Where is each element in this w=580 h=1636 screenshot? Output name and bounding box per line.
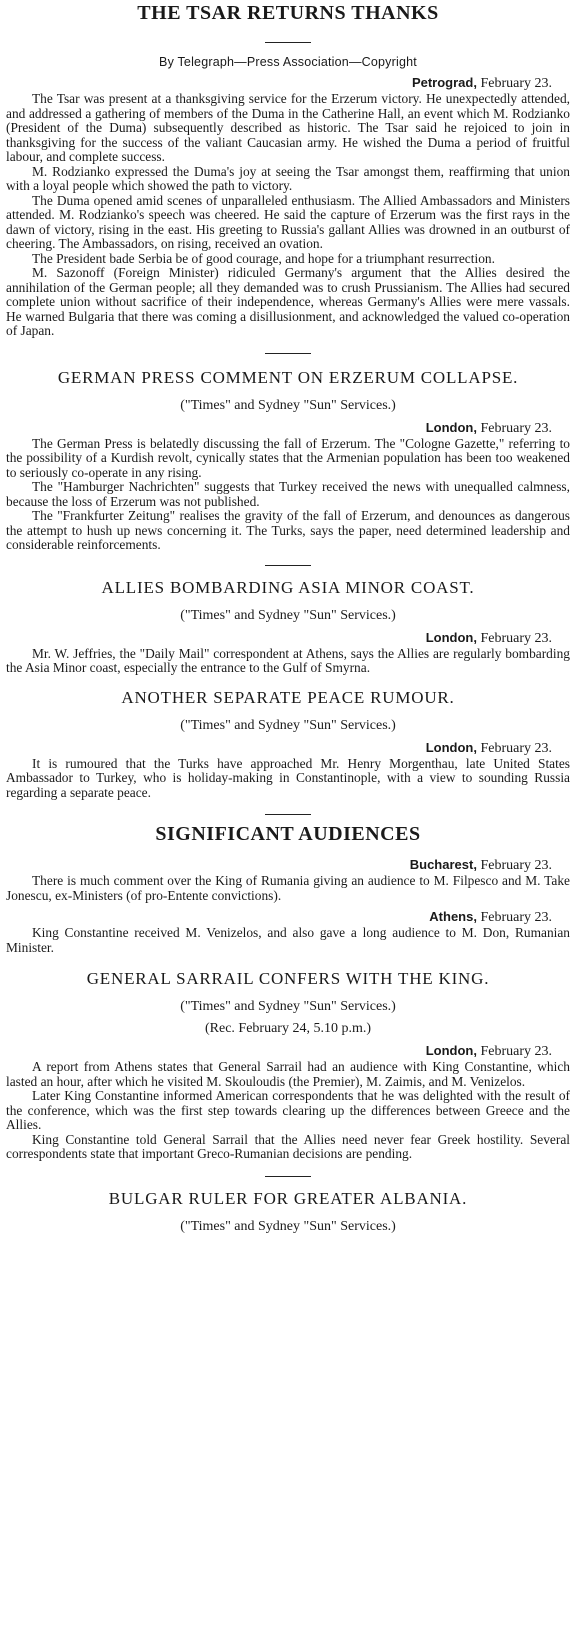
- dateline: [6, 740, 552, 757]
- dateline-place: London,: [425, 419, 477, 435]
- dateline-place: Petrograd,: [411, 75, 477, 90]
- body-paragraph: There is much comment over the King of Rumania giving an audience to M. Filpesco and M. Take Jonescu, ex-Ministers (of pro-Entente convictions).: [6, 873, 570, 903]
- headline: GENERAL SARRAIL CONFERS WITH THE KING.: [86, 969, 490, 988]
- dateline-place: London,: [425, 629, 477, 645]
- dateline-place: London,: [425, 1043, 477, 1058]
- dateline-place: London,: [425, 739, 477, 755]
- headline: ALLIES BOMBARDING ASIA MINOR COAST.: [101, 577, 475, 597]
- dateline-place: Athens,: [429, 909, 477, 924]
- headline: ANOTHER SEPARATE PEACE RUMOUR.: [121, 687, 455, 707]
- headline: GERMAN PRESS COMMENT ON ERZERUM COLLAPSE.: [57, 367, 519, 387]
- divider-rule: [265, 1176, 311, 1177]
- divider-rule: [265, 565, 311, 566]
- body-paragraph: A report from Athens states that General Sarrail had an audience with King Constantine, which lasted an hour, after which he visited M. Skouloudis (the Premier), M. Zaimis, and M. Venizelos.: [6, 1059, 570, 1089]
- divider-rule: [265, 42, 311, 43]
- dateline-date: February 23.: [480, 76, 552, 91]
- body-paragraph: The German Press is belatedly discussing the fall of Erzerum. The "Cologne Gazette," referring to the possibility of a Kurdish revolt, cynically states that the Armenian population has been too weakened to seriously co-operate in any rising.: [6, 435, 570, 480]
- dateline: [6, 909, 552, 926]
- body-paragraph: M. Sazonoff (Foreign Minister) ridiculed Germany's argument that the Allies desired the annihilation of the German people; all they demanded was to crush Prussianism. The Allies had secured complete union without sacrifice of their independence, whereas Germany's Allies were mere vassals. He warned Bulgaria that there was coming a disillusionment, and acknowledged the valued co-operation of Japan.: [6, 265, 570, 338]
- dateline: [6, 75, 552, 92]
- headline: THE TSAR RETURNS THANKS: [137, 2, 439, 24]
- divider-rule: [265, 814, 311, 815]
- body-paragraph: Mr. W. Jeffries, the "Daily Mail" correspondent at Athens, says the Allies are regularly bombarding the Asia Minor coast, especially the entrance to the Gulf of Smyrna.: [6, 645, 570, 675]
- body-paragraph: The President bade Serbia be of good courage, and hope for a triumphant resurrection.: [32, 250, 495, 266]
- service-line: ("Times" and Sydney "Sun" Services.): [180, 999, 396, 1014]
- body-paragraph: It is rumoured that the Turks have approached Mr. Henry Morgenthau, late United States Ambassador to Turkey, who is holiday-making in Constantinople, with a view to sounding Russia regarding a separate peace.: [6, 755, 570, 800]
- article-bulgar-ruler: [6, 1189, 570, 1235]
- dateline: [6, 857, 552, 874]
- body-paragraph: Later King Constantine informed American correspondents that he was delighted with the result of the conference, which was the first step towards clearing up the differences between Greece and the Allies.: [6, 1088, 570, 1132]
- body-paragraph: King Constantine told General Sarrail that the Allies need never fear Greek hostility. Several correspondents state that important Greco-Rumanian decisions are pending.: [6, 1131, 570, 1161]
- received-line: (Rec. February 24, 5.10 p.m.): [204, 1021, 372, 1036]
- dateline: [6, 1043, 552, 1060]
- dateline-date: February 23.: [480, 1044, 552, 1059]
- article-allies-bombarding: [6, 578, 570, 676]
- dateline: [6, 420, 552, 437]
- article-tsar-returns-thanks: [6, 0, 570, 339]
- body-paragraph: The "Hamburger Nachrichten" suggests that Turkey received the news with unequalled calmness, because the loss of Erzerum was not published.: [6, 479, 570, 509]
- body-paragraph: King Constantine received M. Venizelos, and also gave a long audience to M. Don, Rumanian Minister.: [6, 925, 570, 955]
- dateline: [6, 630, 552, 647]
- article-general-sarrail: [6, 969, 570, 1162]
- dateline-date: February 23.: [480, 630, 552, 646]
- article-separate-peace: [6, 688, 570, 801]
- article-significant-audiences: [6, 823, 570, 955]
- divider-rule: [265, 353, 311, 354]
- service-line: ("Times" and Sydney "Sun" Services.): [180, 607, 396, 623]
- body-paragraph: M. Rodzianko expressed the Duma's joy at seeing the Tsar amongst them, reaffirming that union with a loyal people which showed the path to victory.: [6, 163, 570, 193]
- credit-line: By Telegraph—Press Association—Copyright: [159, 55, 417, 69]
- service-line: ("Times" and Sydney "Sun" Services.): [180, 717, 396, 733]
- dateline-date: February 23.: [480, 858, 552, 873]
- dateline-date: February 23.: [480, 910, 552, 925]
- dateline-date: February 23.: [480, 420, 552, 436]
- service-line: ("Times" and Sydney "Sun" Services.): [180, 1218, 396, 1234]
- body-paragraph: The Duma opened amid scenes of unparalleled enthusiasm. The Allied Ambassadors and Ministers attended. M. Rodzianko's speech was cheered. He said the capture of Erzerum was the first rays in the dawn of victory, rising in the east. His greeting to Russia's gallant Allies was drowned in an outburst of cheering. The Ambassadors, on rising, received an ovation.: [6, 192, 570, 251]
- article-german-press: [6, 368, 570, 553]
- dateline-place: Bucharest,: [409, 857, 477, 872]
- body-paragraph: The "Frankfurter Zeitung" realises the gravity of the fall of Erzerum, and denounces as dangerous the attempt to hush up news concerning it. The Turks, says the paper, need determined leadership and considerable reinforcements.: [6, 508, 570, 552]
- headline: BULGAR RULER FOR GREATER ALBANIA.: [108, 1188, 468, 1208]
- body-paragraph: The Tsar was present at a thanksgiving service for the Erzerum victory. He unexpectedly attended, and addressed a gathering of members of the Duma in the Catherine Hall, an event which M. Rodzianko (President of the Duma) subsequently described as historic. The Tsar said he rejoiced to join in thanksgiving for the success of the valiant Caucasian army. He wished the Duma a period of fruitful labour, and complete success.: [6, 91, 570, 164]
- service-line: ("Times" and Sydney "Sun" Services.): [180, 397, 396, 413]
- dateline-date: February 23.: [480, 740, 552, 756]
- headline: SIGNIFICANT AUDIENCES: [155, 823, 421, 845]
